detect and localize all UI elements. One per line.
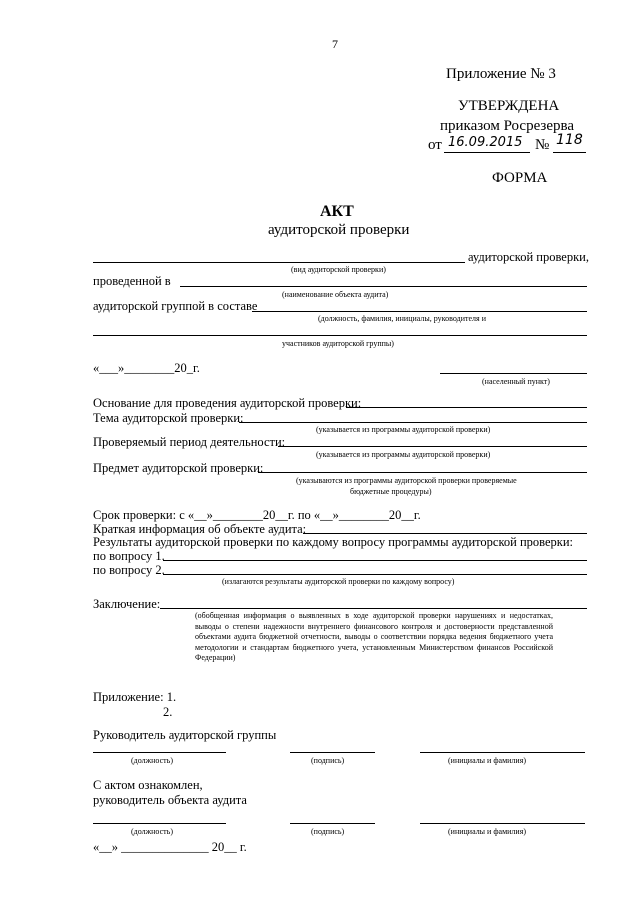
period-label: Проверяемый период деятельности:: [93, 435, 286, 449]
brief-info-label: Краткая информация об объекте аудита:: [93, 522, 307, 536]
form-label: ФОРМА: [492, 170, 548, 186]
subject-line: [258, 472, 587, 473]
hint-object-name: (наименование объекта аудита): [282, 290, 389, 299]
approved-stamp: УТВЕРЖДЕНА: [458, 98, 560, 114]
hint-head-signature: (подпись): [311, 756, 345, 765]
order-from: от: [428, 137, 442, 153]
object-position-line: [93, 823, 226, 824]
audit-type-suffix: аудиторской проверки,: [468, 250, 589, 264]
order-no-label: №: [535, 137, 550, 153]
question-1-line: [163, 560, 587, 561]
hint-head-position: (должность): [131, 756, 173, 765]
order-no-line: [553, 152, 586, 153]
attachment-2: 2.: [163, 705, 173, 719]
doc-subtitle: аудиторской проверки: [268, 222, 410, 238]
object-name-line: [180, 286, 587, 287]
conclusion-label: Заключение:: [93, 597, 161, 611]
hint-results: (излагаются результаты аудиторской проверки по каждому вопросу): [222, 577, 455, 586]
order-date-line: [444, 152, 530, 153]
hint-subject-2: бюджетные процедуры): [350, 487, 432, 496]
head-signature-line: [290, 752, 375, 753]
results-label: Результаты аудиторской проверки по каждому вопросу программы аудиторской проверки:: [93, 535, 574, 549]
period-line: [278, 446, 587, 447]
hint-object-position: (должность): [131, 827, 173, 836]
acquainted-line-1: С актом ознакомлен,: [93, 778, 203, 792]
brief-info-line: [303, 533, 587, 534]
head-initials-line: [420, 752, 585, 753]
participants-line: [93, 335, 587, 336]
topic-line: [239, 422, 587, 423]
order-date: 16.09.2015: [448, 135, 523, 150]
order-by: приказом Росрезерва: [440, 118, 575, 134]
attachment-label: Приложение: 1.: [93, 690, 177, 704]
hint-topic: (указывается из программы аудиторской проверки): [316, 425, 491, 434]
object-signature-line: [290, 823, 375, 824]
hint-participants: участников аудиторской группы): [282, 339, 394, 348]
question-2-line: [163, 574, 587, 575]
head-position-line: [93, 752, 226, 753]
question-1: по вопросу 1.: [93, 549, 165, 563]
page-number: 7: [332, 37, 338, 51]
hint-subject-1: (указываются из программы аудиторской проверки проверяемые: [296, 476, 517, 485]
audit-type-line: [93, 262, 465, 263]
hint-locality: (населенный пункт): [482, 377, 550, 386]
final-date: «__» ______________ 20__ г.: [93, 840, 247, 854]
conducted-in-label: проведенной в: [93, 274, 171, 288]
hint-conclusion: (обобщенная информация о выявленных в ходе аудиторской проверки нарушениях и недостатках, выводы о степени надежности внутреннего финансового контроля и достоверности представленной объектами аудита бюджетной отчетности, выводы о соответствии порядка ведения бюджетного учета методологии и стандартам бюджетного учета, установленным Министерством финансов Российской Федерации): [195, 611, 553, 662]
hint-period: (указывается из программы аудиторской проверки): [316, 450, 491, 459]
hint-position: (должность, фамилия, инициалы, руководителя и: [318, 314, 486, 323]
hint-object-initials: (инициалы и фамилия): [448, 827, 527, 836]
group-head-label: Руководитель аудиторской группы: [93, 728, 277, 742]
basis-line: [346, 407, 587, 408]
acquainted-line-2: руководитель объекта аудита: [93, 793, 247, 807]
locality-line: [440, 373, 587, 374]
term-label: Срок проверки: с «__»________20__г. по «__»________20__г.: [93, 508, 421, 522]
hint-object-signature: (подпись): [311, 827, 345, 836]
basis-label: Основание для проведения аудиторской проверки:: [93, 396, 362, 410]
appendix-number: Приложение № 3: [446, 66, 556, 82]
doc-title: АКТ: [320, 203, 354, 220]
question-2: по вопросу 2.: [93, 563, 165, 577]
order-number: 118: [556, 132, 583, 148]
topic-label: Тема аудиторской проверки:: [93, 411, 244, 425]
subject-label: Предмет аудиторской проверки:: [93, 461, 264, 475]
act-date: «___»________20_г.: [93, 361, 200, 375]
group-composition-label: аудиторской группой в составе: [93, 299, 258, 313]
object-initials-line: [420, 823, 585, 824]
group-composition-line: [252, 311, 587, 312]
hint-audit-type: (вид аудиторской проверки): [291, 265, 386, 274]
hint-head-initials: (инициалы и фамилия): [448, 756, 527, 765]
conclusion-line: [160, 608, 587, 609]
